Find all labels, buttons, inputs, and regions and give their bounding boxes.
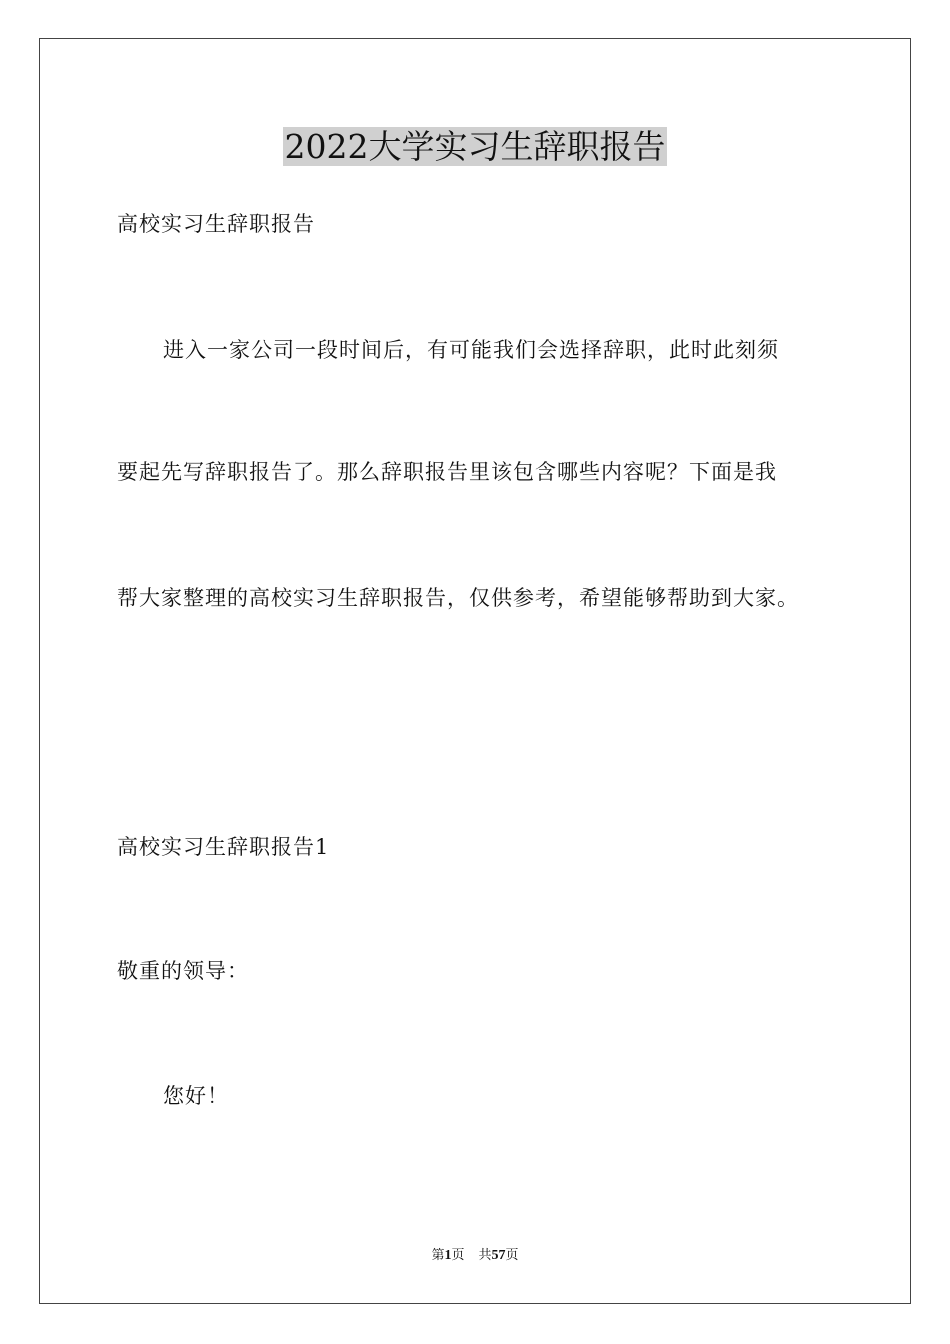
total-pages: 57 (491, 1248, 506, 1263)
page-suffix: 页 (451, 1248, 465, 1263)
total-suffix: 页 (505, 1248, 519, 1263)
intro-line-1: 进入一家公司一段时间后，有可能我们会选择辞职，此时此刻须 (163, 338, 779, 362)
page-footer (0, 1247, 950, 1265)
salutation: 敬重的领导： (117, 959, 249, 983)
page-number: 1 (444, 1248, 452, 1263)
document-title-text: 2022大学实习生辞职报告 (284, 127, 666, 166)
document-title (0, 124, 950, 170)
greeting: 您好！ (163, 1084, 229, 1108)
total-prefix: 共 (478, 1248, 492, 1263)
page-prefix: 第 (431, 1248, 445, 1263)
intro-line-2: 要起先写辞职报告了。那么辞职报告里该包含哪些内容呢？下面是我 (117, 460, 777, 484)
section-heading: 高校实习生辞职报告1 (117, 835, 330, 859)
intro-line-3: 帮大家整理的高校实习生辞职报告，仅供参考，希望能够帮助到大家。 (117, 586, 799, 610)
document-subtitle: 高校实习生辞职报告 (117, 212, 315, 236)
